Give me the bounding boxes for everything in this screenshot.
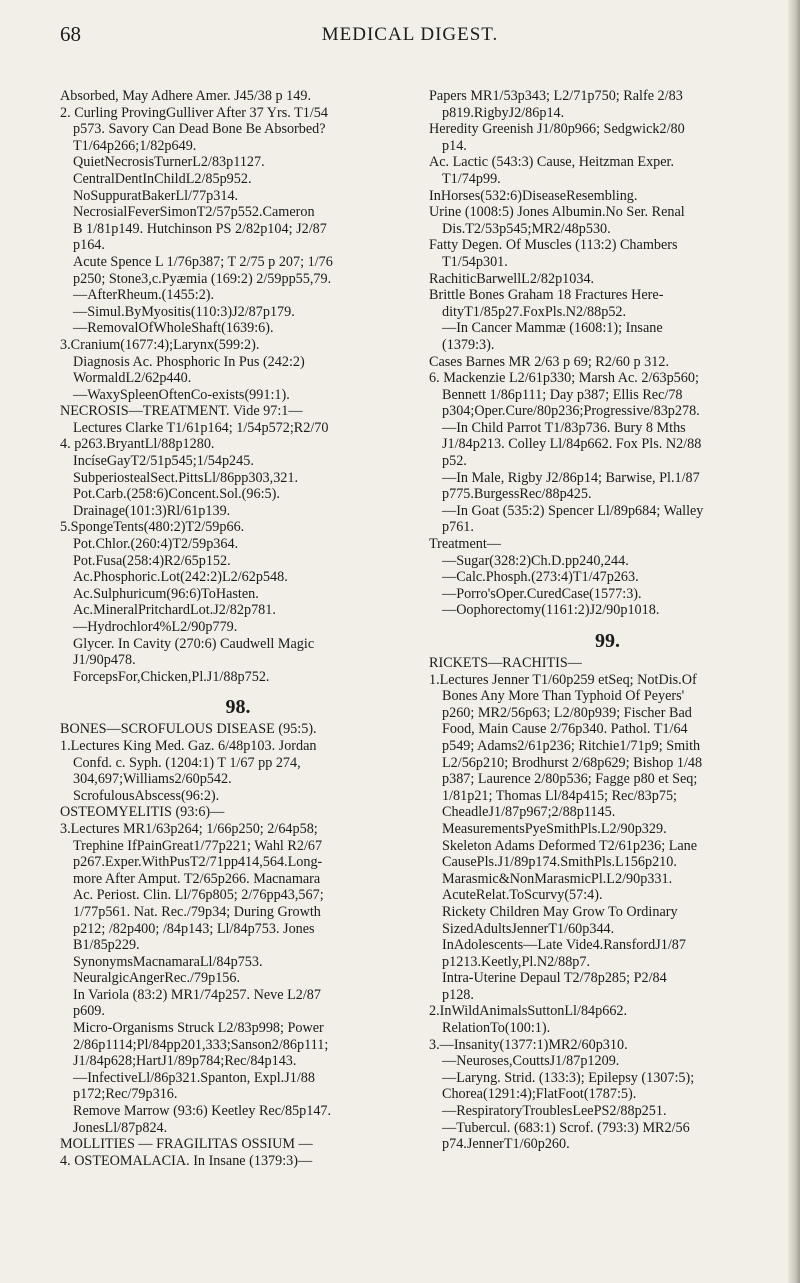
index-line: p1213.Keetly,Pl.N2/88p7. bbox=[442, 953, 591, 970]
index-line: p819.RigbyJ2/86p14. bbox=[442, 104, 565, 121]
index-line: CheadleJ1/87p967;2/88p1145. bbox=[442, 804, 616, 821]
index-line: —In Male, Rigby J2/86p14; Barwise, Pl.1/87 bbox=[442, 469, 700, 486]
index-line: T1/54p301. bbox=[442, 253, 508, 270]
index-line: J1/84p628;HartJ1/89p784;Rec/84p143. bbox=[73, 1053, 297, 1070]
index-line: 3.—Insanity(1377:1)MR2/60p310. bbox=[429, 1036, 628, 1053]
index-line: p212; /82p400; /84p143; Ll/84p753. Jones bbox=[73, 920, 315, 937]
index-line: Dis.T2/53p545;MR2/48p530. bbox=[442, 220, 611, 237]
index-line: —In Child Parrot T1/83p736. Bury 8 Mths bbox=[442, 419, 686, 436]
index-line: 2.InWildAnimalsSuttonLl/84p662. bbox=[429, 1003, 628, 1020]
index-line: CentralDentInChildL2/85p952. bbox=[73, 170, 252, 187]
index-line: p304;Oper.Cure/80p236;Progressive/83p278. bbox=[442, 403, 700, 420]
index-line: 6. Mackenzie L2/61p330; Marsh Ac. 2/63p560; bbox=[429, 370, 699, 387]
index-line: 4. p263.BryantLl/88p1280. bbox=[60, 436, 215, 453]
index-line: —Simul.ByMyositis(110:3)J2/87p179. bbox=[73, 303, 295, 320]
page-number: 68 bbox=[60, 22, 81, 46]
index-line: —Neuroses,CouttsJ1/87p1209. bbox=[442, 1053, 620, 1070]
index-line: ForcepsFor,Chicken,Pl.J1/88p752. bbox=[73, 668, 270, 685]
index-line: Ac.MineralPritchardLot.J2/82p781. bbox=[73, 602, 276, 619]
index-line: Cases Barnes MR 2/63 p 69; R2/60 p 312. bbox=[429, 353, 670, 370]
index-line: 1.Lectures Jenner T1/60p259 etSeq; NotDis.Of bbox=[429, 671, 697, 688]
index-line: 1/81p21; Thomas Ll/84p415; Rec/83p75; bbox=[442, 787, 678, 804]
index-line: —Hydrochlor4%L2/90p779. bbox=[73, 619, 238, 635]
index-line: AcuteRelat.ToScurvy(57:4). bbox=[442, 887, 603, 904]
index-line: CausePls.J1/89p174.SmithPls.L156p210. bbox=[442, 854, 677, 871]
index-line: —In Goat (535:2) Spencer Ll/89p684; Walley bbox=[442, 502, 704, 519]
section-number: 99. bbox=[595, 630, 620, 652]
index-line: MeasurementsPyeSmithPls.L2/90p329. bbox=[442, 820, 667, 837]
index-line: 1/77p561. Nat. Rec./79p34; During Growth bbox=[73, 903, 321, 920]
index-line: Pot.Chlor.(260:4)T2/59p364. bbox=[73, 536, 239, 553]
index-line: B1/85p229. bbox=[73, 937, 140, 954]
index-line: p14. bbox=[442, 137, 467, 154]
index-line: RachiticBarwellL2/82p1034. bbox=[429, 270, 595, 287]
index-line: Bones Any More Than Typhoid Of Peyers' bbox=[442, 688, 685, 705]
index-line: InAdolescents—Late Vide4.RansfordJ1/87 bbox=[442, 937, 686, 954]
index-line: InHorses(532:6)DiseaseResembling. bbox=[429, 187, 638, 204]
index-line: p250; Stone3,c.Pyæmia (169:2) 2/59pp55,79. bbox=[73, 270, 332, 287]
index-line: Urine (1008:5) Jones Albumin.No Ser. Renal bbox=[429, 204, 685, 221]
index-line: IncíseGayT2/51p545;1/54p245. bbox=[73, 453, 254, 470]
index-line: 1.Lectures King Med. Gaz. 6/48p103. Jordan bbox=[60, 737, 317, 754]
index-line: —In Cancer Mammæ (1608:1); Insane bbox=[442, 320, 663, 337]
index-line: p74.JennerT1/60p260. bbox=[442, 1136, 570, 1153]
index-line: Treatment— bbox=[429, 536, 501, 553]
index-line: Brittle Bones Graham 18 Fractures Here- bbox=[429, 287, 664, 304]
index-line: OSTEOMYELITIS (93:6)— bbox=[60, 804, 225, 821]
index-line: p164. bbox=[73, 237, 105, 254]
index-line: Food, Main Cause 2/76p340. Pathol. T1/64 bbox=[442, 721, 688, 738]
index-line: SizedAdultsJennerT1/60p344. bbox=[442, 920, 615, 937]
index-line: Ac.Sulphuricum(96:6)ToHasten. bbox=[73, 585, 259, 602]
index-line: RICKETS—RACHITIS— bbox=[429, 655, 582, 671]
index-line: p761. bbox=[442, 519, 474, 536]
index-line: —Sugar(328:2)Ch.D.pp240,244. bbox=[442, 552, 629, 569]
index-line: 3.Cranium(1677:4);Larynx(599:2). bbox=[60, 336, 260, 353]
index-line: 5.SpongeTents(480:2)T2/59p66. bbox=[60, 519, 245, 536]
index-line: Micro-Organisms Struck L2/83p998; Power bbox=[73, 1020, 324, 1037]
index-line: —RespiratoryTroublesLeePS2/88p251. bbox=[442, 1103, 667, 1120]
index-line: 2. Curling ProvingGulliver After 37 Yrs. T1/54 bbox=[60, 104, 328, 121]
index-line: T1/64p266;1/82p649. bbox=[73, 137, 197, 154]
index-line: WormaldL2/62p440. bbox=[73, 370, 192, 387]
index-line: SynonymsMacnamaraLl/84p753. bbox=[73, 953, 263, 970]
index-line: —Porro'sOper.CuredCase(1577:3). bbox=[442, 585, 642, 602]
index-line: SubperiostealSect.PittsLl/86pp303,321. bbox=[73, 469, 299, 486]
running-title: MEDICAL DIGEST. bbox=[321, 24, 499, 45]
index-line: Heredity Greenish J1/80p966; Sedgwick2/80 bbox=[429, 121, 685, 138]
index-line: Pot.Fusa(258:4)R2/65p152. bbox=[73, 552, 231, 569]
index-line: QuietNecrosisTurnerL2/83p1127. bbox=[73, 154, 265, 171]
index-line: Chorea(1291:4);FlatFoot(1787:5). bbox=[442, 1086, 637, 1103]
index-line: L2/56p210; Brodhurst 2/68p629; Bishop 1/48 bbox=[442, 754, 703, 771]
index-line: BONES—SCROFULOUS DISEASE (95:5). bbox=[60, 721, 317, 738]
index-line: NECROSIS—TREATMENT. Vide 97:1— bbox=[60, 403, 303, 420]
index-line: Diagnosis Ac. Phosphoric In Pus (242:2) bbox=[73, 353, 305, 370]
index-line: Pot.Carb.(258:6)Concent.Sol.(96:5). bbox=[73, 486, 280, 503]
index-line: Lectures Clarke T1/61p164; 1/54p572;R2/70 bbox=[73, 419, 329, 436]
index-line: NecrosialFeverSimonT2/57p552.Cameron bbox=[73, 204, 315, 221]
left-column bbox=[60, 88, 416, 1169]
index-line: Marasmic&NonMarasmicPl.L2/90p331. bbox=[442, 870, 673, 887]
index-line: 304,697;Williams2/60p542. bbox=[73, 771, 232, 788]
index-line: p387; Laurence 2/80p536; Fagge p80 et Seq; bbox=[442, 771, 698, 788]
right-column bbox=[429, 88, 786, 1153]
index-line: p609. bbox=[73, 1003, 105, 1020]
index-line: p172;Rec/79p316. bbox=[73, 1086, 178, 1103]
index-line: Drainage(101:3)Rl/61p139. bbox=[73, 502, 231, 519]
index-line: NeuralgicAngerRec./79p156. bbox=[73, 970, 241, 987]
index-line: Bennett 1/86p111; Day p387; Ellis Rec/78 bbox=[442, 386, 683, 403]
index-line: 4. OSTEOMALACIA. In Insane (1379:3)— bbox=[60, 1152, 313, 1169]
index-line: NoSuppuratBakerLl/77p314. bbox=[73, 187, 239, 204]
index-line: Trephine IfPainGreat1/77p221; Wahl R2/67 bbox=[73, 837, 323, 854]
index-line: p573. Savory Can Dead Bone Be Absorbed? bbox=[73, 121, 326, 138]
index-line: p549; Adams2/61p236; Ritchie1/71p9; Smith bbox=[442, 737, 701, 754]
index-line: —InfectiveLl/86p321.Spanton, Expl.J1/88 bbox=[73, 1069, 315, 1086]
index-line: Remove Marrow (93:6) Keetley Rec/85p147. bbox=[73, 1103, 332, 1120]
index-line: Fatty Degen. Of Muscles (113:2) Chambers bbox=[429, 237, 678, 254]
index-line: —Tubercul. (683:1) Scrof. (793:3) MR2/56 bbox=[442, 1119, 690, 1136]
index-line: 3.Lectures MR1/63p264; 1/66p250; 2/64p58; bbox=[60, 820, 318, 837]
index-line: JonesLl/87p824. bbox=[73, 1119, 168, 1136]
index-line: p128. bbox=[442, 986, 474, 1003]
index-line: 2/86p1114;Pl/84pp201,333;Sanson2/86p111; bbox=[73, 1036, 329, 1053]
index-line: p267.Exper.WithPusT2/71pp414,564.Long- bbox=[73, 854, 323, 871]
index-line: ScrofulousAbscess(96:2). bbox=[73, 787, 220, 804]
index-line: —Oophorectomy(1161:2)J2/90p1018. bbox=[442, 602, 660, 619]
index-line: —AfterRheum.(1455:2). bbox=[73, 287, 215, 304]
index-line: Rickety Children May Grow To Ordinary bbox=[442, 903, 678, 920]
index-line: —Calc.Phosph.(273:4)T1/47p263. bbox=[442, 569, 639, 586]
index-line: Papers MR1/53p343; L2/71p750; Ralfe 2/83 bbox=[429, 88, 683, 104]
index-line: —Laryng. Strid. (133:3); Epilepsy (1307:5); bbox=[442, 1069, 695, 1086]
page-header bbox=[60, 22, 760, 62]
index-line: RelationTo(100:1). bbox=[442, 1020, 551, 1037]
index-line: B 1/81p149. Hutchinson PS 2/82p104; J2/87 bbox=[73, 220, 327, 237]
index-line: In Variola (83:2) MR1/74p257. Neve L2/87 bbox=[73, 986, 321, 1003]
index-line: J1/90p478. bbox=[73, 652, 136, 669]
page-edge bbox=[788, 0, 800, 1283]
index-line: p52. bbox=[442, 453, 467, 470]
index-line: Absorbed, May Adhere Amer. J45/38 p 149. bbox=[60, 88, 312, 104]
index-line: (1379:3). bbox=[442, 336, 495, 353]
index-line: Glycer. In Cavity (270:6) Caudwell Magic bbox=[73, 635, 315, 652]
index-line: Intra-Uterine Depaul T2/78p285; P2/84 bbox=[442, 970, 667, 987]
index-line: Acute Spence L 1/76p387; T 2/75 p 207; 1/76 bbox=[73, 253, 333, 270]
section-number: 98. bbox=[225, 696, 251, 719]
index-line: Ac.Phosphoric.Lot(242:2)L2/62p548. bbox=[73, 569, 288, 586]
index-line: MOLLITIES — FRAGILITAS OSSIUM — bbox=[60, 1136, 313, 1153]
index-line: Skeleton Adams Deformed T2/61p236; Lane bbox=[442, 837, 698, 854]
index-line: —RemovalOfWholeShaft(1639:6). bbox=[73, 320, 274, 337]
index-line: Ac. Periost. Clin. Ll/76p805; 2/76pp43,567; bbox=[73, 887, 324, 904]
index-line: —WaxySpleenOftenCo-exists(991:1). bbox=[73, 386, 290, 403]
index-line: J1/84p213. Colley Ll/84p662. Fox Pls. N2/88 bbox=[442, 436, 702, 453]
index-line: Ac. Lactic (543:3) Cause, Heitzman Exper. bbox=[429, 154, 675, 171]
index-line: p775.BurgessRec/88p425. bbox=[442, 486, 592, 503]
index-line: more After Amput. T2/65p266. Macnamara bbox=[73, 870, 321, 887]
index-line: Confd. c. Syph. (1204:1) T 1/67 pp 274, bbox=[73, 754, 301, 771]
index-line: T1/74p99. bbox=[442, 170, 501, 187]
index-line: dityT1/85p27.FoxPls.N2/88p52. bbox=[442, 303, 627, 320]
index-line: p260; MR2/56p63; L2/80p939; Fischer Bad bbox=[442, 704, 692, 721]
